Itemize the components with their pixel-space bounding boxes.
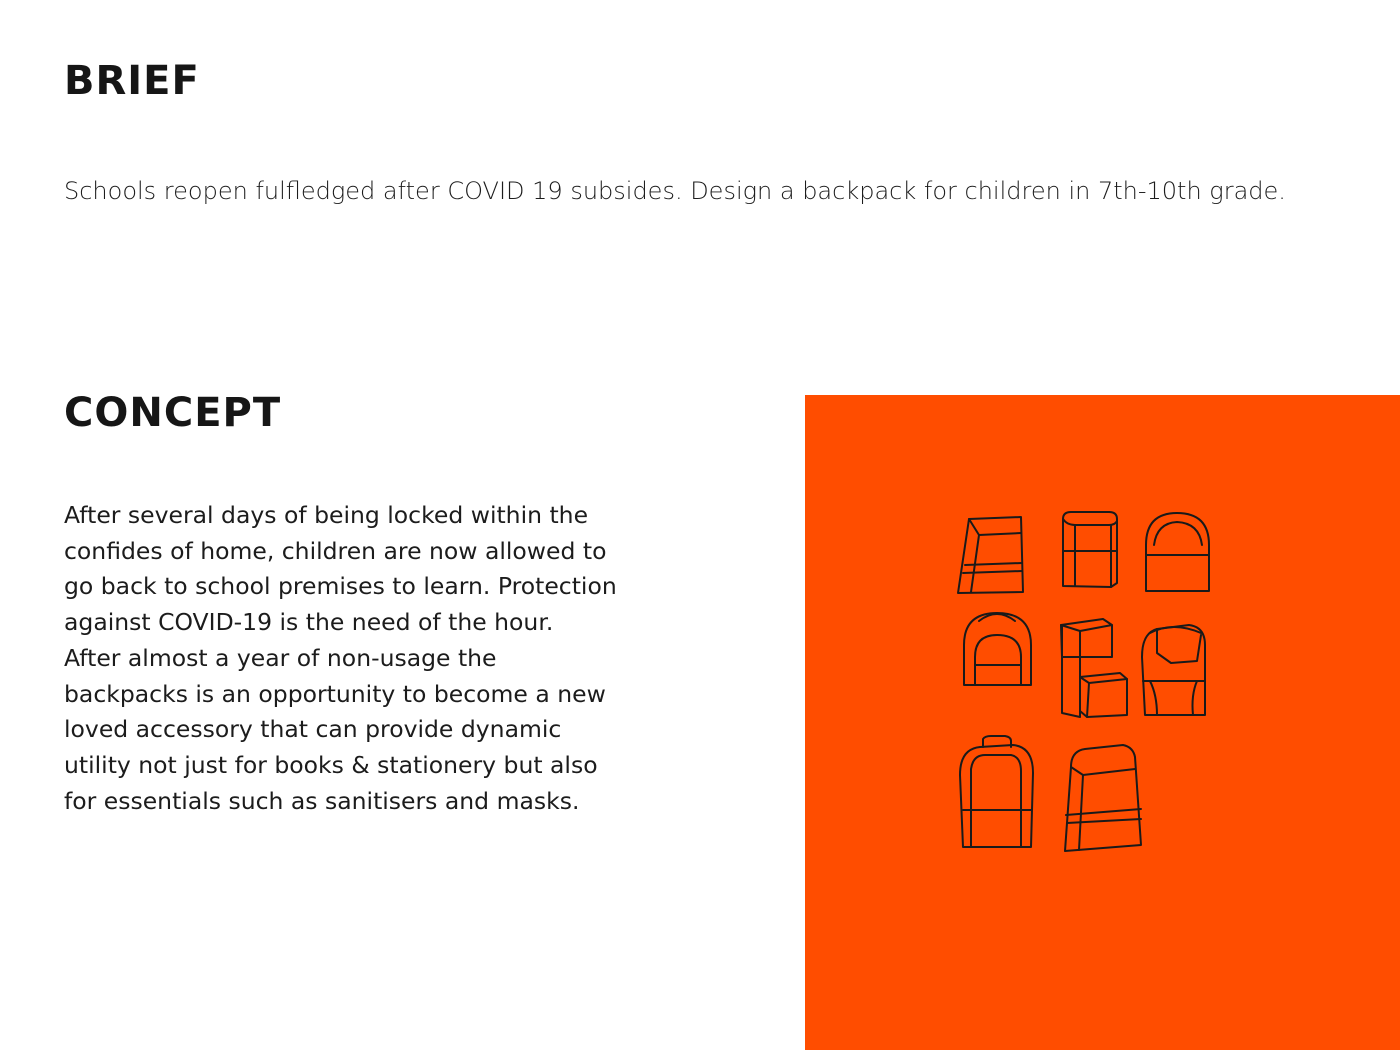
stepped-backpack-icon — [1061, 619, 1127, 717]
concept-line: for essentials such as sanitisers and masks. — [64, 786, 580, 815]
backpack-sketches-panel — [805, 395, 1400, 1050]
brief-heading: BRIEF — [64, 58, 200, 104]
concept-line: After almost a year of non-usage the — [64, 643, 497, 672]
boxy-backpack-icon — [1063, 512, 1117, 587]
tall-backpack-icon — [1065, 745, 1141, 851]
concept-line: utility not just for books & stationery but also — [64, 750, 598, 779]
arched-backpack-icon — [964, 613, 1031, 685]
flap-backpack-icon — [1142, 625, 1205, 715]
brief-text: Schools reopen fulfledged after COVID 19 subsides. Design a backpack for children in 7th-10th grade. — [64, 177, 1286, 205]
concept-line: loved accessory that can provide dynamic — [64, 715, 562, 744]
backpack-sketches — [805, 395, 1400, 1050]
concept-line: backpacks is an opportunity to become a new — [64, 679, 606, 708]
concept-line: After several days of being locked within the — [64, 501, 589, 529]
concept-line: against COVID-19 is the need of the hour. — [64, 608, 554, 637]
dome-backpack-icon — [1146, 513, 1209, 591]
concept-heading: CONCEPT — [64, 390, 282, 436]
concept-line: go back to school premises to learn. Protection — [64, 572, 617, 601]
handle-backpack-icon — [960, 736, 1033, 847]
concept-text — [64, 498, 634, 819]
trapezoid-backpack-icon — [958, 517, 1023, 593]
concept-line: confides of home, children are now allowed to — [64, 536, 607, 565]
